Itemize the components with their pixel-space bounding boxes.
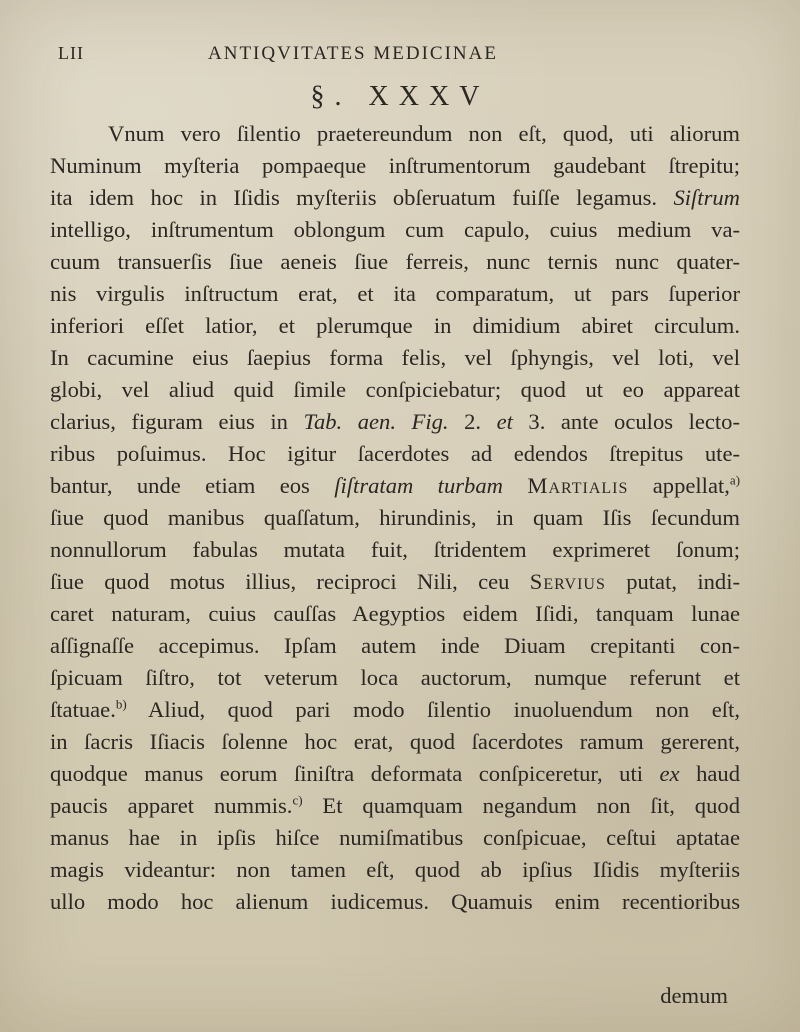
text-fragment: ſtatuae.: [50, 697, 116, 722]
page-header: [58, 43, 708, 73]
emphasis-text: Fig.: [411, 409, 449, 434]
text-line: manus hae in ipſis hiſce numiſmatibus conſpicuae, ceſtui aptatae: [50, 825, 740, 850]
text-fragment: haud: [679, 761, 740, 786]
text-line: In cacumine eius ſaepius forma felis, vel ſphyngis, vel loti, vel: [50, 345, 740, 370]
text-fragment: Aliud, quod pari modo ſilentio inuoluendum non eſt,: [126, 697, 740, 722]
text-fragment: 2.: [464, 409, 482, 434]
emphasis-text: et: [496, 409, 513, 434]
text-line: in ſacris Iſiacis ſolenne hoc erat, quod ſacerdotes ramum gererent,: [50, 729, 740, 754]
text-line: magis videantur: non tamen eſt, quod ab ipſius Iſidis myſteriis: [50, 857, 740, 882]
text-line: [50, 790, 740, 822]
text-line: [50, 182, 740, 214]
text-line: ribus poſuimus. Hoc igitur ſacerdotes ad edendos ſtrepitus ute-: [50, 441, 740, 466]
text-fragment: 3.: [528, 409, 546, 434]
text-fragment: putat, indi-: [605, 569, 740, 594]
text-line: [50, 694, 740, 726]
author-name: Martialis: [527, 473, 629, 498]
running-head: ANTIQVITATES MEDICINAE: [208, 43, 498, 64]
footnote-marker: c): [292, 792, 303, 808]
text-line: globi, vel aliud quid ſimile conſpiciebatur; quod ut eo appareat: [50, 377, 740, 402]
footnote-marker: a): [729, 472, 741, 488]
text-line: ſpicuam ſiſtro, tot veterum loca auctorum, numque referunt et: [50, 665, 740, 690]
text-line: cuum transuerſis ſiue aeneis ſiue ferreis, nunc ternis nunc quater-: [50, 249, 740, 274]
text-fragment: ita idem hoc in Iſidis myſteriis obſeruatum fuiſſe legamus.: [50, 185, 658, 210]
text-fragment: clarius, figuram eius in: [50, 409, 288, 434]
text-fragment: Et quamquam negandum non ſit, quod: [302, 793, 740, 818]
body-text: [50, 118, 740, 918]
text-line: Numinum myſteria pompaeque inſtrumentorum gaudebant ſtrepitu;: [50, 153, 740, 178]
catchword: demum: [660, 983, 728, 1008]
text-line: nonnullorum fabulas mutata fuit, ſtridentem exprimeret ſonum;: [50, 537, 740, 562]
text-line: [50, 566, 740, 598]
text-line: [50, 406, 740, 438]
text-line: Vnum vero ſilentio praetereundum non eſt, quod, uti aliorum: [108, 121, 740, 146]
text-line: [50, 470, 740, 502]
text-fragment: ſiue quod motus illius, reciproci Nili, ceu: [50, 569, 510, 594]
text-line: inferiori eſſet latior, et plerumque in dimidium abiret circulum.: [50, 313, 740, 338]
text-fragment: appellat,: [628, 473, 730, 498]
section-heading: §. XXXV: [310, 81, 490, 112]
text-fragment: bantur, unde etiam eos: [50, 473, 310, 498]
emphasis-text: Tab. aen.: [303, 409, 396, 434]
text-fragment: quodque manus eorum ſiniſtra deformata conſpiceretur, uti: [50, 761, 644, 786]
page-number: LII: [58, 43, 84, 63]
text-line: nis virgulis inſtructum erat, et ita comparatum, ut pars ſuperior: [50, 281, 740, 306]
text-fragment: paucis apparet nummis.: [50, 793, 293, 818]
text-line: aſſignaſſe accepimus. Ipſam autem inde Diuam crepitanti con-: [50, 633, 740, 658]
text-line: ſiue quod manibus quaſſatum, hirundinis, in quam Iſis ſecundum: [50, 505, 740, 530]
emphasis-text: ex: [659, 761, 680, 786]
text-fragment: ante oculos lecto-: [560, 409, 741, 434]
text-line: intelligo, inſtrumentum oblongum cum capulo, cuius medium va-: [50, 217, 740, 242]
text-line: caret naturam, cuius cauſſas Aegyptios eidem Iſidi, tanquam lunae: [50, 601, 740, 626]
footnote-marker: b): [115, 696, 127, 712]
emphasis-text: ſiſtratam turbam: [334, 473, 503, 498]
author-name: Servius: [529, 569, 606, 594]
text-line: [50, 758, 740, 790]
text-line: ullo modo hoc alienum iudicemus. Quamuis enim recentioribus: [50, 889, 740, 914]
emphasis-text: Siſtrum: [673, 185, 740, 210]
